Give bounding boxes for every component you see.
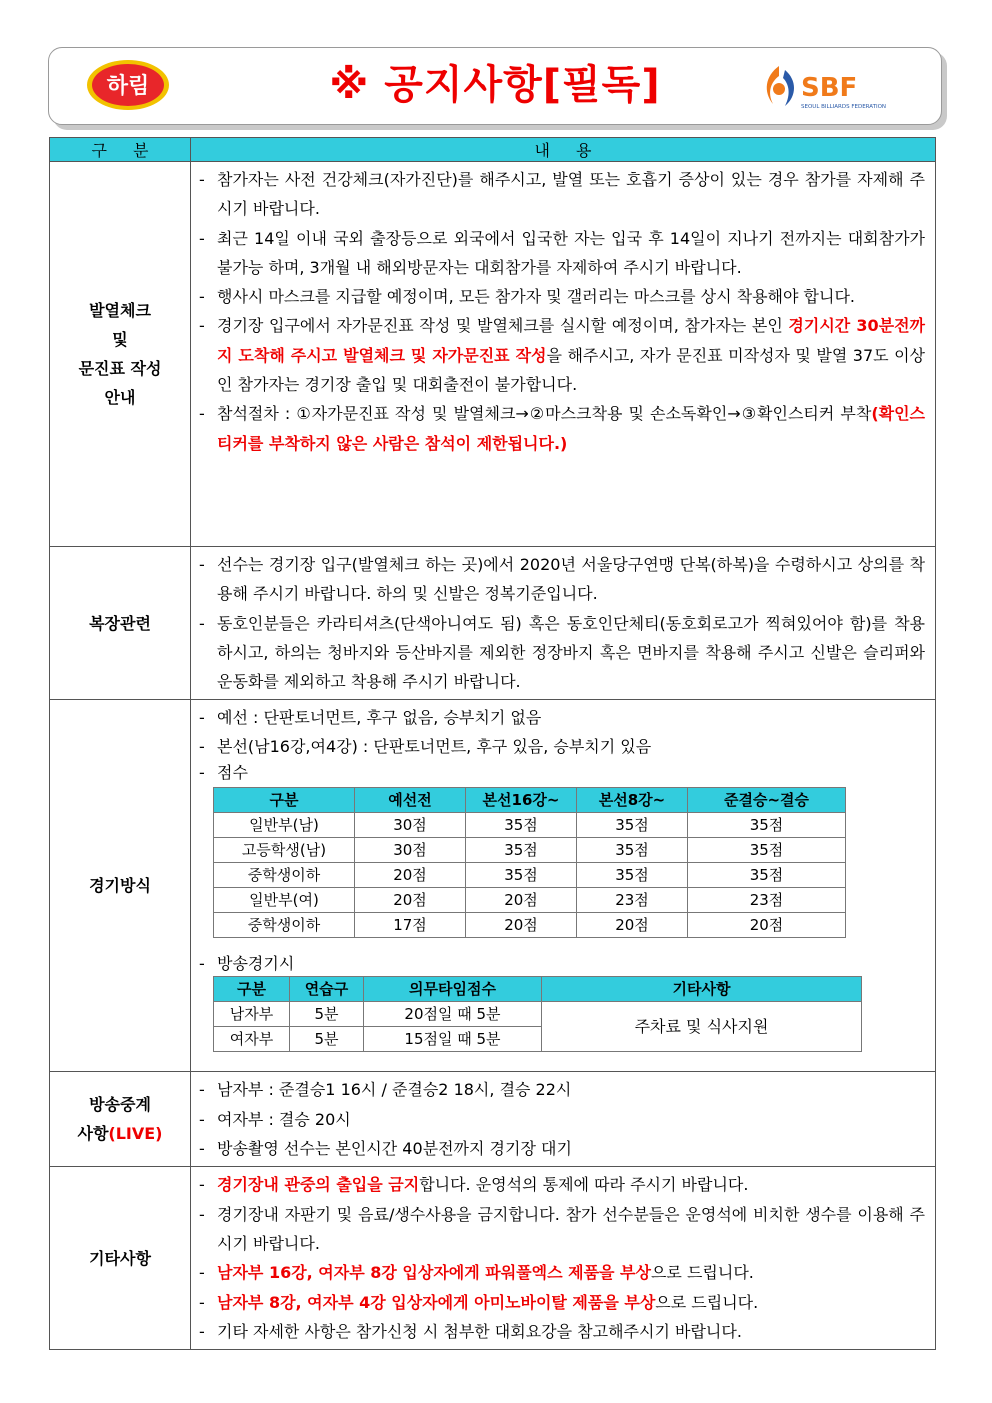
list-item: - 선수는 경기장 입구(발열체크 하는 곳)에서 2020년 서울당구연맹 단복(하복)을 수령하시고 상의를 착용해 주시기 바랍니다. 하의 및 신발은 정복기준입니다. [199,555,925,604]
score-cell: 23점 [577,888,688,913]
list-item: - 동호인분들은 카라티셔츠(단색아니여도 됨) 혹은 동호인단체티(동호회로고가 찍혀있어야 함)를 착용하시고, 하의는 청바지와 등산바지를 제외한 정장바지 혹은 면바지를 착용해 주시고 신발은 슬리퍼와 운동화를 제외하고 착용해 주시기 바랍니다. [199,613,925,692]
row-fever-check [50,162,936,547]
content-dress-code [191,547,936,700]
category-line: 문진표 작성 [78,359,162,378]
score-cell: 30점 [355,813,466,838]
score-cell: 20점 [466,888,577,913]
broadcast-cell: 남자부 [214,1002,290,1027]
category-game-format: 경기방식 [50,700,191,1072]
broadcast-header: 의무타임점수 [364,977,542,1002]
content-etc [191,1167,936,1350]
category-line: 안내 [104,388,136,407]
score-cell: 중학생이하 [214,863,355,888]
broadcast-cell: 15점일 때 5분 [364,1027,542,1052]
score-cell: 30점 [355,838,466,863]
category-line: 방송중계 [89,1095,151,1115]
highlight-text: 남자부 8강, 여자부 4강 입상자에게 아미노바이탈 제품을 부상 [217,1292,656,1312]
score-header-row [214,788,846,813]
score-cell: 20점 [466,913,577,938]
highlight-text: (확인스티커를 부착하지 않은 사람은 참석이 제한됩니다.) [217,404,925,453]
broadcast-header: 기타사항 [542,977,862,1002]
list-item: - 본선(남16강,여4강) : 단판토너먼트, 후구 있음, 승부치기 있음 [199,737,652,757]
highlight-text: 남자부 16강, 여자부 8강 입상자에게 파워풀엑스 제품을 부상 [217,1263,651,1283]
score-cell: 20점 [688,913,846,938]
score-header: 구분 [214,788,355,813]
content-broadcast-live [191,1072,936,1167]
score-cell: 20점 [355,863,466,888]
score-cell: 중학생이하 [214,913,355,938]
list-item: - 여자부 : 결승 20시 [199,1109,351,1129]
category-fever-check [50,162,191,547]
score-cell: 35점 [466,838,577,863]
list-item: - 경기장내 관중의 출입을 금지합니다. 운영석의 통제에 따라 주시기 바랍니다. [199,1175,749,1195]
list-item: - 남자부 8강, 여자부 4강 입상자에게 아미노바이탈 제품을 부상으로 드립니다. [199,1292,759,1312]
table-row [214,1002,862,1027]
broadcast-header-row [214,977,862,1002]
page-title: ※ 공지사항[필독] [329,62,661,108]
row-dress-code [50,547,936,700]
table-header-row [50,138,936,162]
list-item: - 참석절차 : ①자가문진표 작성 및 발열체크→②마스크착용 및 손소독확인→③확인스티커 부착(확인스티커를 부착하지 않은 사람은 참석이 제한됩니다.) [199,404,925,453]
category-dress-code: 복장관련 [50,547,191,700]
score-cell: 35점 [466,863,577,888]
table-row [214,888,846,913]
list-item: - 참가자는 사전 건강체크(자가진단)를 해주시고, 발열 또는 호흡기 증상이 있는 경우 참가를 자제해 주시기 바랍니다. [199,170,925,219]
score-cell: 35점 [577,838,688,863]
score-cell: 35점 [466,813,577,838]
col-header-content: 내용 [191,138,936,162]
list-item: - 방송경기시 [199,954,295,974]
table-row [214,813,846,838]
content-fever-check [191,162,936,547]
list-item: - 경기장내 자판기 및 음료/생수사용을 금지합니다. 참가 선수분들은 운영석에 비치한 생수를 이용해 주시기 바랍니다. [199,1204,925,1253]
score-cell: 35점 [688,863,846,888]
row-broadcast-live [50,1072,936,1167]
list-item: - 예선 : 단판토너먼트, 후구 없음, 승부치기 없음 [199,708,542,728]
category-line: 및 [112,330,128,349]
svg-text:SBF: SBF [801,73,858,103]
score-table [213,787,846,938]
col-header-category: 구분 [50,138,191,162]
broadcast-cell: 5분 [290,1027,364,1052]
broadcast-header: 연습구 [290,977,364,1002]
broadcast-note: 주차료 및 식사지원 [542,1002,862,1052]
list-item: - 기타 자세한 사항은 참가신청 시 첨부한 대회요강을 참고해주시기 바랍니다. [199,1321,742,1341]
svg-text:하림: 하림 [106,74,150,99]
list-item: - 남자부 16강, 여자부 8강 입상자에게 파워풀엑스 제품을 부상으로 드립니다. [199,1263,754,1283]
score-cell: 고등학생(남) [214,838,355,863]
category-line: 사항(LIVE) [77,1124,163,1144]
score-header: 본선8강~ [577,788,688,813]
score-cell: 35점 [688,838,846,863]
sbf-logo [757,62,907,112]
row-etc [50,1167,936,1350]
svg-text:SEOUL BILLIARDS FEDERATION: SEOUL BILLIARDS FEDERATION [801,104,887,110]
score-header: 예선전 [355,788,466,813]
score-cell: 20점 [577,913,688,938]
broadcast-cell: 여자부 [214,1027,290,1052]
score-cell: 23점 [688,888,846,913]
score-header: 준결승~결승 [688,788,846,813]
header-banner [48,47,942,125]
score-cell: 일반부(남) [214,813,355,838]
list-item: - 경기장 입구에서 자가문진표 작성 및 발열체크를 실시할 예정이며, 참가자는 본인 경기시간 30분전까지 도착해 주시고 발열체크 및 자가문진표 작성을 해주시고, 자가 문진표 미작성자 및 발열 37도 이상인 참가자는 경기장 출입 및 대회출전이 불가합니다. [199,316,925,395]
score-cell: 35점 [577,863,688,888]
broadcast-header: 구분 [214,977,290,1002]
list-item: - 점수 [199,763,248,783]
score-cell: 17점 [355,913,466,938]
category-broadcast-live [50,1072,191,1167]
score-header: 본선16강~ [466,788,577,813]
table-row [214,838,846,863]
list-item: - 행사시 마스크를 지급할 예정이며, 모든 참가자 및 갤러리는 마스크를 상시 착용해야 합니다. [199,287,855,307]
broadcast-table [213,976,862,1052]
score-cell: 35점 [688,813,846,838]
content-game-format [191,700,936,1072]
row-game-format [50,700,936,1072]
list-item: - 남자부 : 준결승1 16시 / 준결승2 18시, 결승 22시 [199,1080,572,1100]
table-row [214,913,846,938]
list-item: - 방송촬영 선수는 본인시간 40분전까지 경기장 대기 [199,1139,572,1159]
highlight-text: 경기시간 30분전까지 도착해 주시고 발열체크 및 자가문진표 작성 [217,316,925,365]
live-label: (LIVE) [108,1124,163,1144]
list-item: - 최근 14일 이내 국외 출장등으로 외국에서 입국한 자는 입국 후 14일이 지나기 전까지는 대회참가가 불가능 하며, 3개월 내 해외방문자는 대회참가를 자제하여 주시기 바랍니다. [199,228,925,277]
highlight-text: 경기장내 관중의 출입을 금지 [217,1175,420,1195]
table-row [214,863,846,888]
broadcast-cell: 20점일 때 5분 [364,1002,542,1027]
category-line: 발열체크 [89,301,151,320]
notice-table [49,137,936,1350]
score-cell: 20점 [355,888,466,913]
score-cell: 일반부(여) [214,888,355,913]
category-etc: 기타사항 [50,1167,191,1350]
score-cell: 35점 [577,813,688,838]
broadcast-cell: 5분 [290,1002,364,1027]
